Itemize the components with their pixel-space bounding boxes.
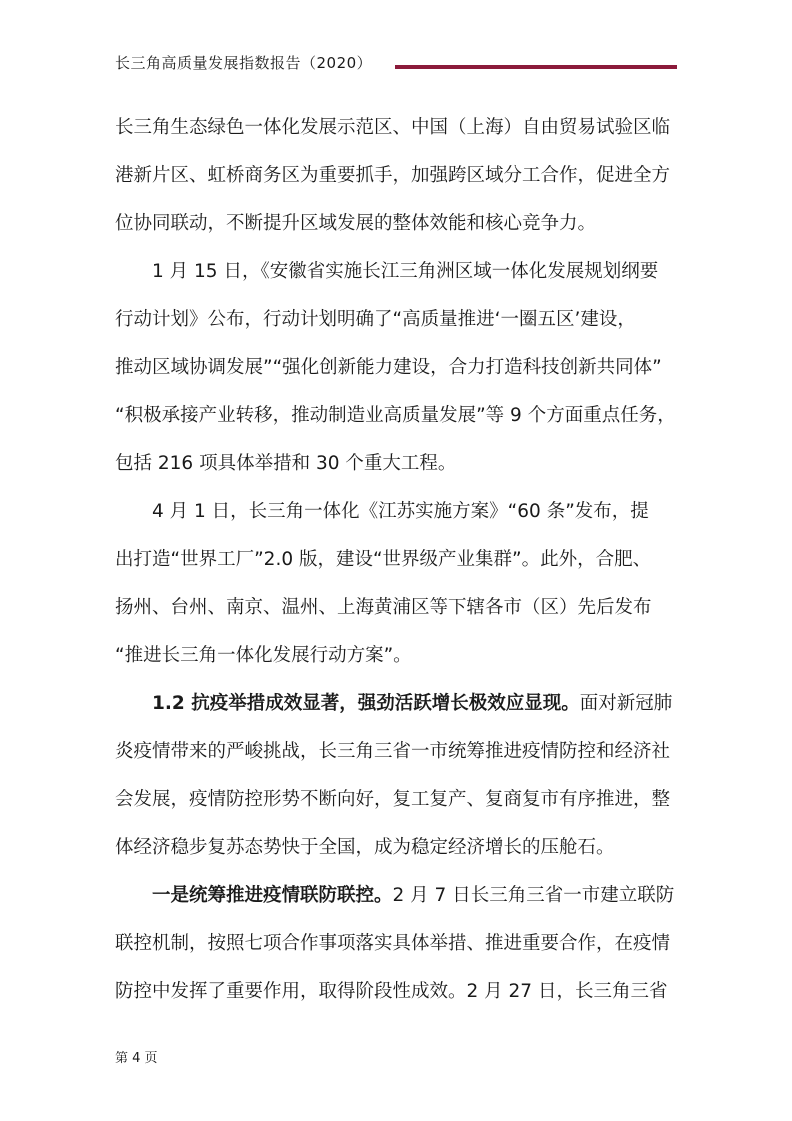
header-rule: [395, 65, 677, 69]
text-line: 包括 216 项具体举措和 30 个重大工程。: [115, 453, 457, 474]
report-title: 长三角高质量发展指数报告（2020）: [115, 54, 373, 72]
page-number: 第 4 页: [115, 1051, 158, 1066]
text-line: 位协同联动，不断提升区域发展的整体效能和核心竞争力。: [115, 213, 597, 234]
bold-lead: 一是统筹推进疫情联防联控。: [152, 885, 393, 906]
paragraph: [115, 104, 681, 248]
document-body: [115, 104, 681, 1016]
text-run: 面对新冠肺: [579, 693, 673, 714]
text-line: 炎疫情带来的严峻挑战，长三角三省一市统筹推进疫情防控和经济社: [115, 741, 671, 762]
text-run: 2 月 7 日长三角三省一市建立联防: [392, 885, 675, 906]
text-line: 长三角生态绿色一体化发展示范区、中国（上海）自由贸易试验区临: [115, 117, 671, 138]
paragraph: [115, 872, 681, 1016]
page-header: [115, 52, 677, 80]
text-line: 4 月 1 日，长三角一体化《江苏实施方案》“60 条”发布，提: [152, 501, 649, 522]
text-line: 会发展，疫情防控形势不断向好，复工复产、复商复市有序推进，整: [115, 789, 671, 810]
text-line: 联控机制，按照七项合作事项落实具体举措、推进重要合作，在疫情: [115, 933, 671, 954]
text-line: 推动区域协调发展”“强化创新能力建设，合力打造科技创新共同体”: [115, 357, 662, 378]
text-line: 1 月 15 日，《安徽省实施长江三角洲区域一体化发展规划纲要: [152, 261, 659, 282]
text-line: [115, 872, 681, 920]
text-line: “推进长三角一体化发展行动方案”。: [115, 645, 412, 666]
text-line: 港新片区、虹桥商务区为重要抓手，加强跨区域分工合作，促进全方: [115, 165, 671, 186]
section-heading: 1.2 抗疫举措成效显著，强劲活跃增长极效应显现。: [152, 693, 580, 714]
text-line: [115, 680, 681, 728]
text-line: 行动计划》公布，行动计划明确了“高质量推进‘一圈五区’建设，: [115, 309, 636, 330]
text-line: 扬州、台州、南京、温州、上海黄浦区等下辖各市（区）先后发布: [115, 597, 652, 618]
paragraph: [115, 680, 681, 872]
text-line: 防控中发挥了重要作用，取得阶段性成效。2 月 27 日，长三角三省: [115, 981, 668, 1002]
paragraph: [115, 248, 681, 488]
text-line: 出打造“世界工厂”2.0 版，建设“世界级产业集群”。此外，合肥、: [115, 549, 652, 570]
text-line: 体经济稳步复苏态势快于全国，成为稳定经济增长的压舱石。: [115, 837, 615, 858]
paragraph: [115, 488, 681, 680]
text-line: “积极承接产业转移，推动制造业高质量发展”等 9 个方面重点任务，: [115, 405, 676, 426]
